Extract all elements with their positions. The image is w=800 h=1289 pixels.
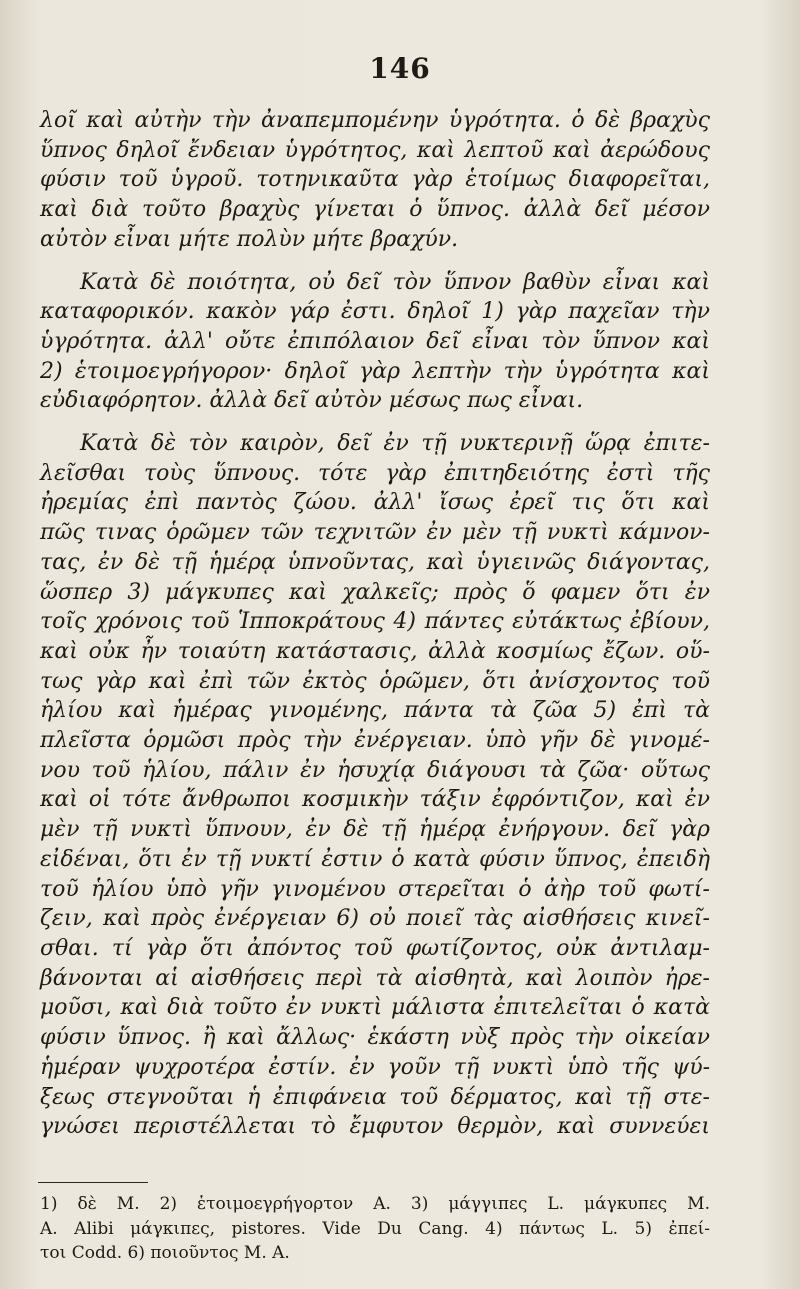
text-line: καταφορικόν. κακὸν γάρ ἐστι. δηλοῖ 1) γὰρ παχεῖαν τὴν bbox=[40, 299, 710, 325]
text-line: τως γὰρ καὶ ἐπὶ τῶν ἐκτὸς ὁρῶμεν, ὅτι ἀνίσχοντος τοῦ bbox=[40, 668, 710, 694]
text-line: φύσιν ὕπνος. ἢ καὶ ἄλλως· ἑκάστη νὺξ πρὸς τὴν οἰκείαν bbox=[40, 1025, 710, 1051]
text-line: βάνονται αἱ αἰσθήσεις περὶ τὰ αἰσθητὰ, καὶ λοιπὸν ἠρε- bbox=[40, 965, 710, 991]
text-line: τας, ἐν δὲ τῇ ἡμέρᾳ ὑπνοῦντας, καὶ ὑγιεινῶς διάγοντας, bbox=[40, 549, 710, 575]
paragraph-3 bbox=[40, 429, 710, 1142]
main-text bbox=[40, 106, 710, 1142]
text-line: λεῖσθαι τοὺς ὕπνους. τότε γὰρ ἐπιτηδειότης ἐστὶ τῆς bbox=[40, 460, 710, 486]
text-line: ζειν, καὶ πρὸς ἐνέργειαν 6) οὐ ποιεῖ τὰς αἰσθήσεις κινεῖ- bbox=[40, 906, 710, 932]
footnotes bbox=[40, 1192, 710, 1266]
text-line: λοῖ καὶ αὐτὴν τὴν ἀναπεμπομένην ὑγρότητα. ὁ δὲ βραχὺς bbox=[40, 108, 710, 133]
paragraph-gap bbox=[40, 255, 710, 268]
text-line: ξεως στεγνοῦται ἡ ἐπιφάνεια τοῦ δέρματος, καὶ τῇ στε- bbox=[40, 1084, 710, 1110]
text-line: φύσιν τοῦ ὑγροῦ. τοτηνικαῦτα γὰρ ἑτοίμως διαφορεῖται, bbox=[40, 167, 710, 193]
text-line: 2) ἑτοιμοεγρήγορον· δηλοῖ γὰρ λεπτὴν τὴν ὑγρότητα καὶ bbox=[40, 358, 710, 384]
text-line: γνώσει περιστέλλεται τὸ ἔμφυτον θερμὸν, καὶ συννεύει bbox=[40, 1114, 710, 1140]
paragraph-gap bbox=[40, 416, 710, 429]
text-line: μοῦσι, καὶ διὰ τοῦτο ἐν νυκτὶ μάλιστα ἐπιτελεῖται ὁ κατὰ bbox=[40, 995, 710, 1021]
text-line: ἠρεμίας ἐπὶ παντὸς ζώου. ἀλλ' ἴσως ἐρεῖ τις ὅτι καὶ bbox=[40, 490, 710, 516]
text-line: Κατὰ δὲ ποιότητα, οὐ δεῖ τὸν ὕπνον βαθὺν εἶναι καὶ bbox=[80, 269, 710, 295]
footnote-line: 1) δὲ M. 2) ἑτοιμοεγρήγορτον A. 3) μάγγιπες L. μάγκυπες M. bbox=[40, 1194, 710, 1214]
text-line: εὐδιαφόρητον. ἀλλὰ δεῖ αὐτὸν μέσως πως εἶναι. bbox=[40, 388, 584, 414]
text-line: καὶ διὰ τοῦτο βραχὺς γίνεται ὁ ὕπνος. ἀλλὰ δεῖ μέσον bbox=[40, 197, 710, 223]
text-line: ὑγρότητα. ἀλλ' οὔτε ἐπιπόλαιον δεῖ εἶναι τὸν ὕπνον καὶ bbox=[40, 328, 710, 354]
text-line: ἡλίου καὶ ἡμέρας γινομένης, πάντα τὰ ζῶα 5) ἐπὶ τὰ bbox=[40, 698, 710, 724]
text-line: εἰδέναι, ὅτι ἐν τῇ νυκτί ἐστιν ὁ κατὰ φύσιν ὕπνος, ἐπειδὴ bbox=[40, 846, 710, 872]
text-line: τοῖς χρόνοις τοῦ Ἱπποκράτους 4) πάντες εὐτάκτως ἐβίουν, bbox=[40, 609, 710, 635]
text-line: πῶς τινας ὁρῶμεν τῶν τεχνιτῶν ἐν μὲν τῇ νυκτὶ κάμνον- bbox=[40, 520, 710, 546]
text-line: καὶ οὐκ ἦν τοιαύτη κατάστασις, ἀλλὰ κοσμίως ἔζων. οὕ- bbox=[40, 638, 710, 664]
footnote-line: τοι Codd. 6) ποιοῦντος M. A. bbox=[40, 1243, 290, 1263]
text-line: ὕπνος δηλοῖ ἔνδειαν ὑγρότητος, καὶ λεπτοῦ καὶ ἀερώδους bbox=[40, 137, 710, 163]
text-line: τοῦ ἡλίου ὑπὸ γῆν γινομένου στερεῖται ὁ ἀὴρ τοῦ φωτί- bbox=[40, 876, 710, 902]
paragraph-1 bbox=[40, 106, 710, 255]
paragraph-2 bbox=[40, 268, 710, 417]
text-line: καὶ οἱ τότε ἄνθρωποι κοσμικὴν τάξιν ἐφρόντιζον, καὶ ἐν bbox=[40, 787, 710, 813]
text-line: αὐτὸν εἶναι μήτε πολὺν μήτε βραχύν. bbox=[40, 226, 459, 252]
text-line: σθαι. τί γὰρ ὅτι ἀπόντος τοῦ φωτίζοντος, οὐκ ἀντιλαμ- bbox=[40, 935, 710, 961]
text-line: πλεῖστα ὁρμῶσι πρὸς τὴν ἐνέργειαν. ὑπὸ γῆν δὲ γινομέ- bbox=[40, 728, 710, 754]
footnote-divider bbox=[38, 1182, 148, 1183]
text-line: ὥσπερ 3) μάγκυπες καὶ χαλκεῖς; πρὸς ὅ φαμεν ὅτι ἐν bbox=[40, 579, 710, 605]
page-number: 146 bbox=[369, 52, 431, 85]
footnote-line: A. Alibi μάγκιπες, pistores. Vide Du Cang. 4) πάντως L. 5) ἐπεί- bbox=[40, 1218, 710, 1239]
text-line: νου τοῦ ἡλίου, πάλιν ἐν ἡσυχίᾳ διάγουσι τὰ ζῶα· οὕτως bbox=[40, 757, 710, 783]
text-line: Κατὰ δὲ τὸν καιρὸν, δεῖ ἐν τῇ νυκτερινῇ ὥρᾳ ἐπιτε- bbox=[80, 431, 710, 457]
text-line: ἡμέραν ψυχροτέρα ἐστίν. ἐν γοῦν τῇ νυκτὶ ὑπὸ τῆς ψύ- bbox=[40, 1054, 710, 1080]
text-line: μὲν τῇ νυκτὶ ὕπνουν, ἐν δὲ τῇ ἡμέρᾳ ἐνήργουν. δεῖ γὰρ bbox=[40, 817, 710, 843]
